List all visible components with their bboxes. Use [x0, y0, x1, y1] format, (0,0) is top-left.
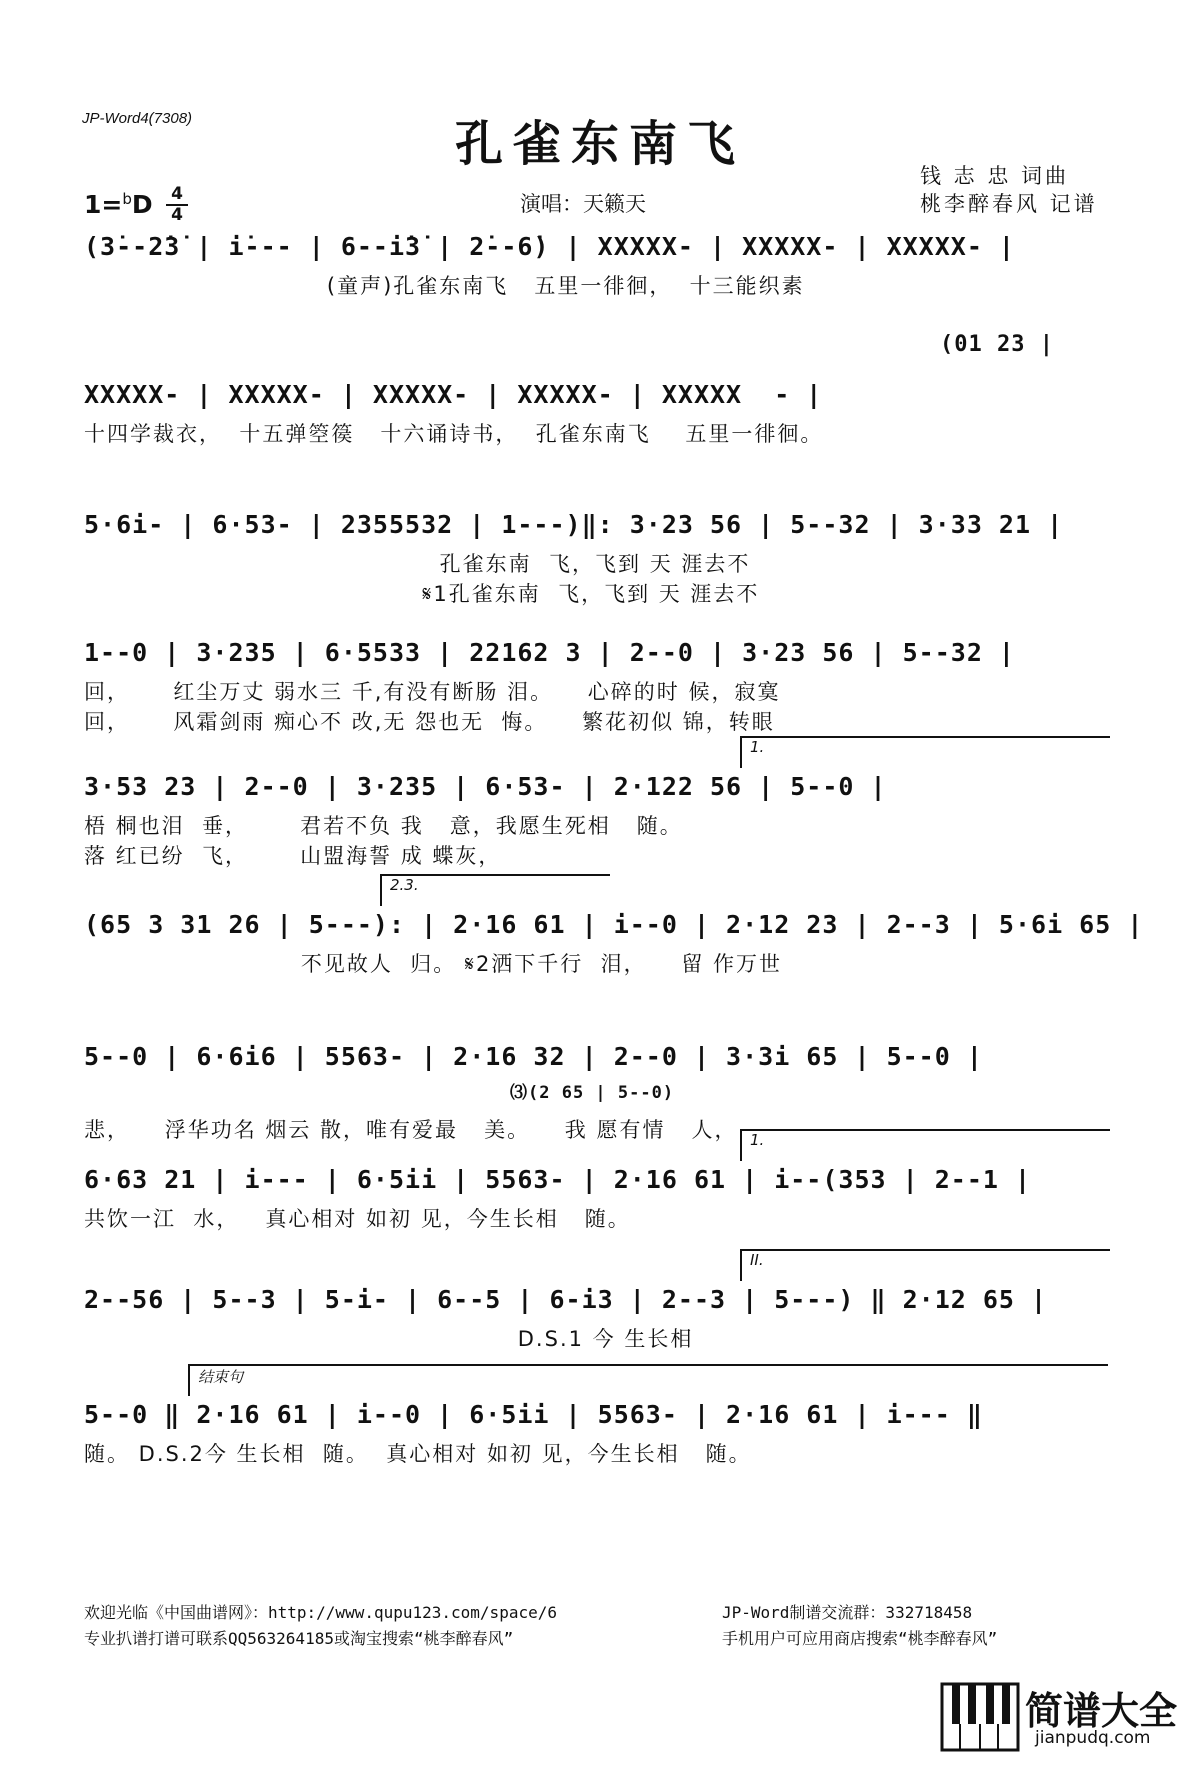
composer-credit: 钱 志 忠 词曲 — [920, 164, 1070, 188]
lyric-line: 不见故人 归。 𝄋2洒下千行 泪， 留 作万世 — [84, 952, 783, 976]
singer-credit: 演唱：天籁天 — [520, 192, 646, 216]
lyric-line: 随。 D.S.2今 生长相 随。 真心相对 如初 见，今生长相 随。 — [84, 1442, 752, 1466]
lyric-line: 落 红已纷 飞， 山盟海誓 成 蝶灰， — [84, 844, 502, 868]
lyric-line: 悲， 浮华功名 烟云 散，唯有爱最 美。 我 愿有情 人， — [84, 1118, 738, 1142]
notation-line: 5--0 | 6·6i6 | 5563- | 2·16 32 | 2--0 | 3·3i 65 | 5--0 | — [84, 1042, 983, 1071]
key-signature: 1=$^b$D — [84, 190, 153, 219]
footer-app: 手机用户可应用商店搜索“桃李醉春风” — [722, 1629, 998, 1648]
volta-bracket: 1. — [740, 1129, 1110, 1161]
notation-line: 6·63 21 | i--- | 6·5ii | 5563- | 2·16 61 | i--(353 | 2--1 | — [84, 1165, 1032, 1194]
page-title: 孔雀东南飞 — [454, 116, 745, 172]
lyric-line: 孔雀东南 飞，飞到 天 涯去不 — [84, 552, 751, 576]
time-signature: 4 4 — [166, 186, 188, 224]
notation-line: 1--0 | 3·235 | 6·5533 | 22162 3 | 2--0 | 3·23 56 | 5--32 | — [84, 638, 1015, 667]
notation-line: (65 3 31 26 | 5---): | 2·16 61 | i--0 | 2·12 23 | 2--3 | 5·6i 65 | — [84, 910, 1144, 939]
flat-sign: b — [122, 190, 132, 208]
footer-site: 欢迎光临《中国曲谱网》：http://www.qupu123.com/space/6 — [84, 1603, 557, 1622]
volta-bracket: 结束句 — [188, 1364, 1108, 1396]
logo-title: 简谱大全 — [1025, 1689, 1178, 1733]
lyric-line: 梧 桐也泪 垂， 君若不负 我 意，我愿生死相 随。 — [84, 814, 683, 838]
notation-line: 2--56 | 5--3 | 5-i- | 6--5 | 6-i3 | 2--3 | 5---) ‖ 2·12 65 | — [84, 1285, 1048, 1314]
software-label: JP-Word4(7308) — [82, 110, 193, 127]
transcriber-credit: 桃李醉春风 记谱 — [920, 192, 1098, 216]
lyric-line: 十四学裁衣， 十五弹箜篌 十六诵诗书， 孔雀东南飞 五里一徘徊。 — [84, 422, 824, 446]
notation-line: (3̇--2̇3̇ | i̇--- | 6--i̇3̇ | 2̇--6̇) | XXXXX- | XXXXX- | XXXXX- | — [84, 232, 1015, 261]
lyric-line: 回， 红尘万丈 弱水三 千,有没有断肠 泪。 心碎的时 候，寂寞 — [84, 680, 781, 704]
lyric-line: 回， 风霜剑雨 痴心不 改,无 怨也无 悔。 繁花初似 锦，转眼 — [84, 710, 775, 734]
intro-notes: (01 23 | — [940, 332, 1054, 357]
lyric-line: D.S.1 今 生长相 — [84, 1327, 694, 1351]
notation-line: 5--0 ‖ 2·16 61 | i--0 | 6·5ii | 5563- | 2·16 61 | i--- ‖ — [84, 1400, 983, 1429]
lyric-line: (童声)孔雀东南飞 五里一徘徊， 十三能织素 — [84, 274, 805, 298]
volta-bracket: 2.3. — [380, 874, 610, 906]
volta-bracket: II. — [740, 1249, 1110, 1281]
footer-group: JP-Word制谱交流群：332718458 — [722, 1603, 973, 1622]
piano-logo-icon — [940, 1682, 1020, 1752]
lyric-line: 𝄋1孔雀东南 飞，飞到 天 涯去不 — [84, 582, 760, 606]
notation-line: 3·53 23 | 2--0 | 3·235 | 6·53- | 2·122 56 | 5--0 | — [84, 772, 887, 801]
volta-bracket: 1. — [740, 736, 1110, 768]
notation-line: XXXXX- | XXXXX- | XXXXX- | XXXXX- | XXXXX - | — [84, 380, 823, 409]
notation-line: 5·6i- | 6·53- | 2355532 | 1---)‖: 3·23 56 | 5--32 | 3·33 21 | — [84, 510, 1064, 539]
lyric-line: 共饮一江 水， 真心相对 如初 见，今生长相 随。 — [84, 1207, 631, 1231]
footer-contact: 专业扒谱打谱可联系QQ563264185或淘宝搜索“桃李醉春风” — [84, 1629, 514, 1648]
logo-url: jianpudq.com — [1035, 1728, 1151, 1748]
alt-ending-notes: ⑶(2 65 | 5--0) — [510, 1083, 675, 1103]
